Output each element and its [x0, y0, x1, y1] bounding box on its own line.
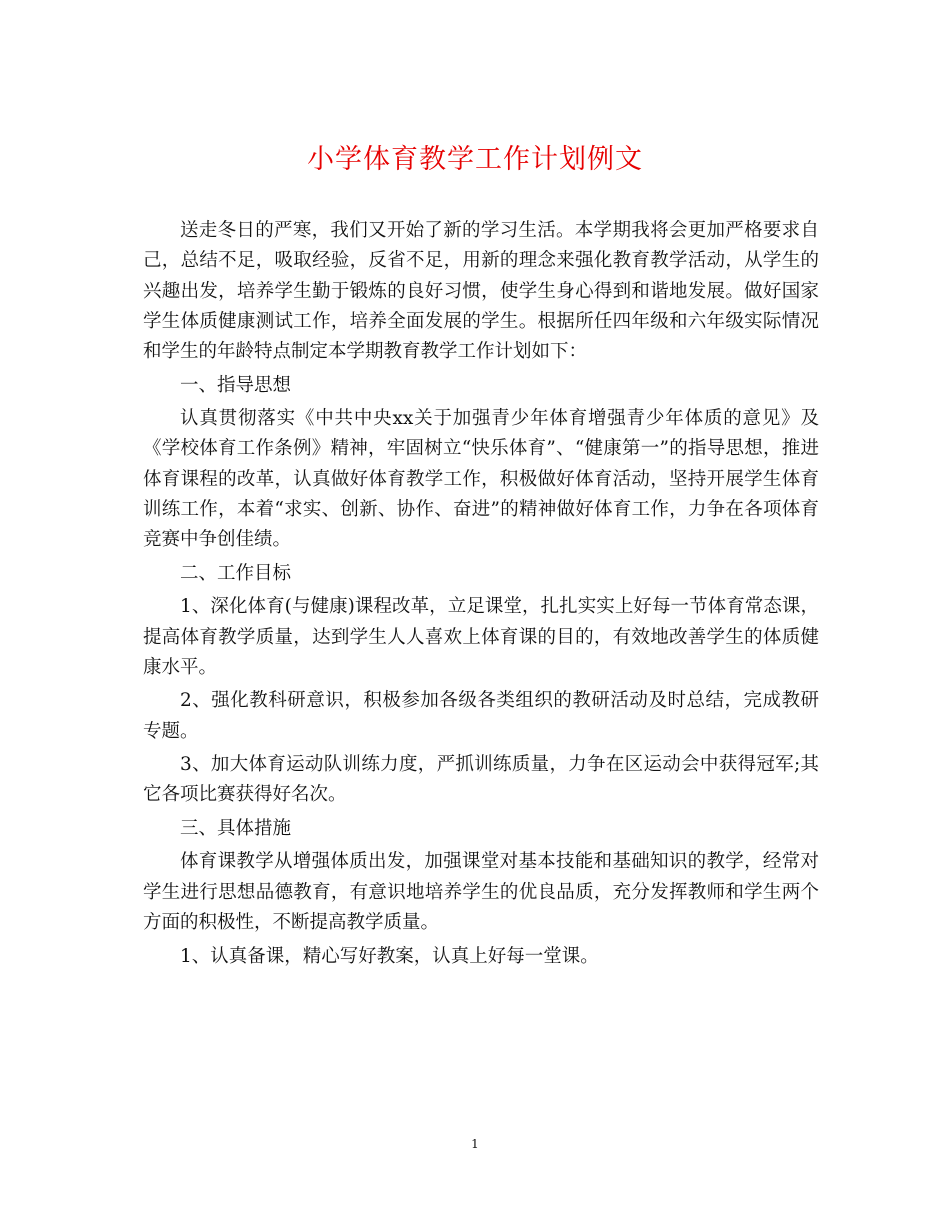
paragraph-guiding-thought: 认真贯彻落实《中共中央xx关于加强青少年体育增强青少年体质的意见》及《学校体育工作条例》精神，牢固树立“快乐体育”、“健康第一”的指导思想，推进体育课程的改革，认真做好体育教学工作，积极做好体育活动，坚持开展学生体育训练工作，本着“求实、创新、协作、奋进”的精神做好体育工作，力争在各项体育竞赛中争创佳绩。 [143, 408, 819, 551]
paragraph-intro: 送走冬日的严寒，我们又开始了新的学习生活。本学期我将会更加严格要求自己，总结不足，吸取经验，反省不足，用新的理念来强化教育教学活动，从学生的兴趣出发，培养学生勤于锻炼的良好习惯，使学生身心得到和谐地发展。做好国家学生体质健康测试工作，培养全面发展的学生。根据所任四年级和六年级实际情况和学生的年龄特点制定本学期教育教学工作计划如下： [143, 220, 819, 363]
page-number: 1 [471, 1137, 479, 1151]
document-title: 小学体育教学工作计划例文 [307, 144, 643, 175]
section-heading-work-goals: 二、工作目标 [180, 562, 292, 584]
paragraph-measures-intro: 体育课教学从增强体质出发，加强课堂对基本技能和基础知识的教学，经常对学生进行思想品德教育，有意识地培养学生的优良品质，充分发挥教师和学生两个方面的积极性，不断提高教学质量。 [143, 851, 819, 934]
paragraph-goal-2: 2、强化教科研意识，积极参加各级各类组织的教研活动及时总结，完成教研专题。 [143, 690, 819, 742]
paragraph-goal-1: 1、深化体育(与健康)课程改革，立足课堂，扎扎实实上好每一节体育常态课，提高体育教学质量，达到学生人人喜欢上体育课的目的，有效地改善学生的体质健康水平。 [143, 596, 819, 678]
section-heading-guiding-thought: 一、指导思想 [180, 374, 292, 396]
paragraph-goal-3: 3、加大体育运动队训练力度，严抓训练质量，力争在区运动会中获得冠军;其它各项比赛获得好名次。 [143, 754, 819, 806]
document-body [143, 216, 819, 975]
section-heading-measures: 三、具体措施 [180, 817, 292, 839]
paragraph-measure-1: 1、认真备课，精心写好教案，认真上好每一堂课。 [180, 945, 599, 967]
